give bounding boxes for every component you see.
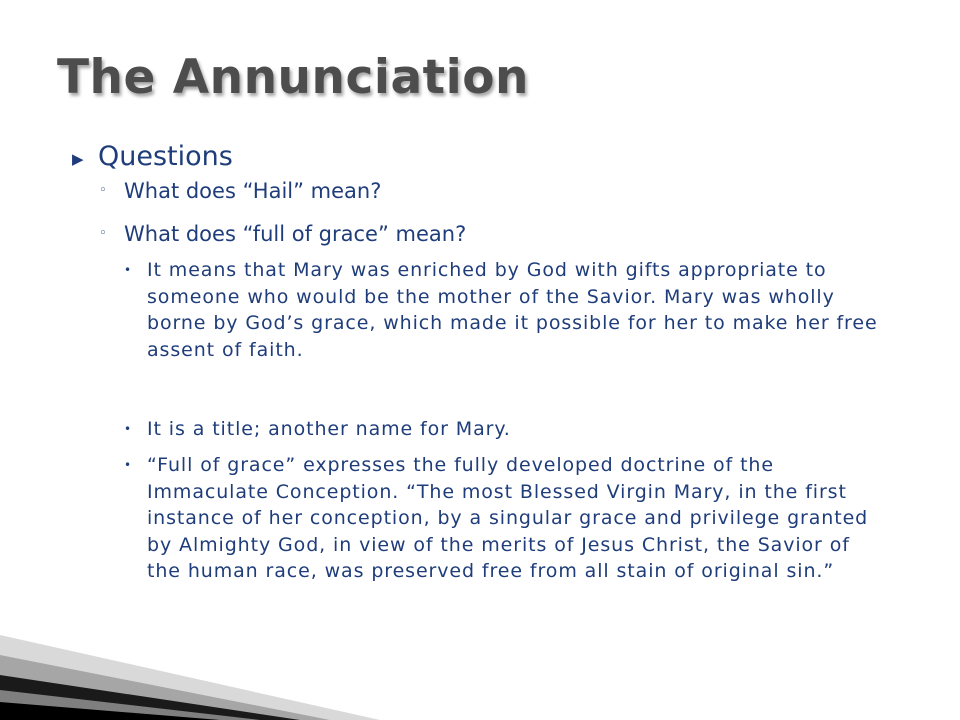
circle-bullet-icon: ◦ <box>99 226 107 241</box>
bullet-text: Questions <box>98 141 233 172</box>
dot-bullet-icon: • <box>124 422 132 436</box>
triangle-bullet-icon: ▶ <box>72 150 84 168</box>
bullet-level3-title <box>124 416 884 443</box>
bullet-text: What does “Hail” mean? <box>124 179 382 203</box>
decorative-corner-stripes <box>0 580 420 720</box>
dot-bullet-icon: • <box>124 263 132 277</box>
slide-title: The Annunciation <box>57 50 529 105</box>
bullet-level3-enriched <box>124 257 884 363</box>
bullet-level2-full-of-grace <box>99 219 466 249</box>
circle-bullet-icon: ◦ <box>99 183 107 198</box>
bullet-text: It means that Mary was enriched by God with gifts appropriate to someone who would be the mother of the Savior. Mary was wholly borne by God’s grace, which made it possible for her to make her free assent of faith. <box>147 259 878 361</box>
bullet-level3-immaculate-conception <box>124 452 884 585</box>
bullet-text: It is a title; another name for Mary. <box>147 418 511 440</box>
bullet-level1-questions <box>72 139 233 177</box>
bullet-text: “Full of grace” expresses the fully developed doctrine of the Immaculate Conception. “The most Blessed Virgin Mary, in the first instance of her conception, by a singular grace and privilege granted by Almighty God, in view of the merits of Jesus Christ, the Savior of the human race, was preserved free from all stain of original sin.” <box>147 454 869 582</box>
bullet-level2-hail <box>99 176 381 206</box>
dot-bullet-icon: • <box>124 458 132 472</box>
bullet-text: What does “full of grace” mean? <box>124 222 467 246</box>
